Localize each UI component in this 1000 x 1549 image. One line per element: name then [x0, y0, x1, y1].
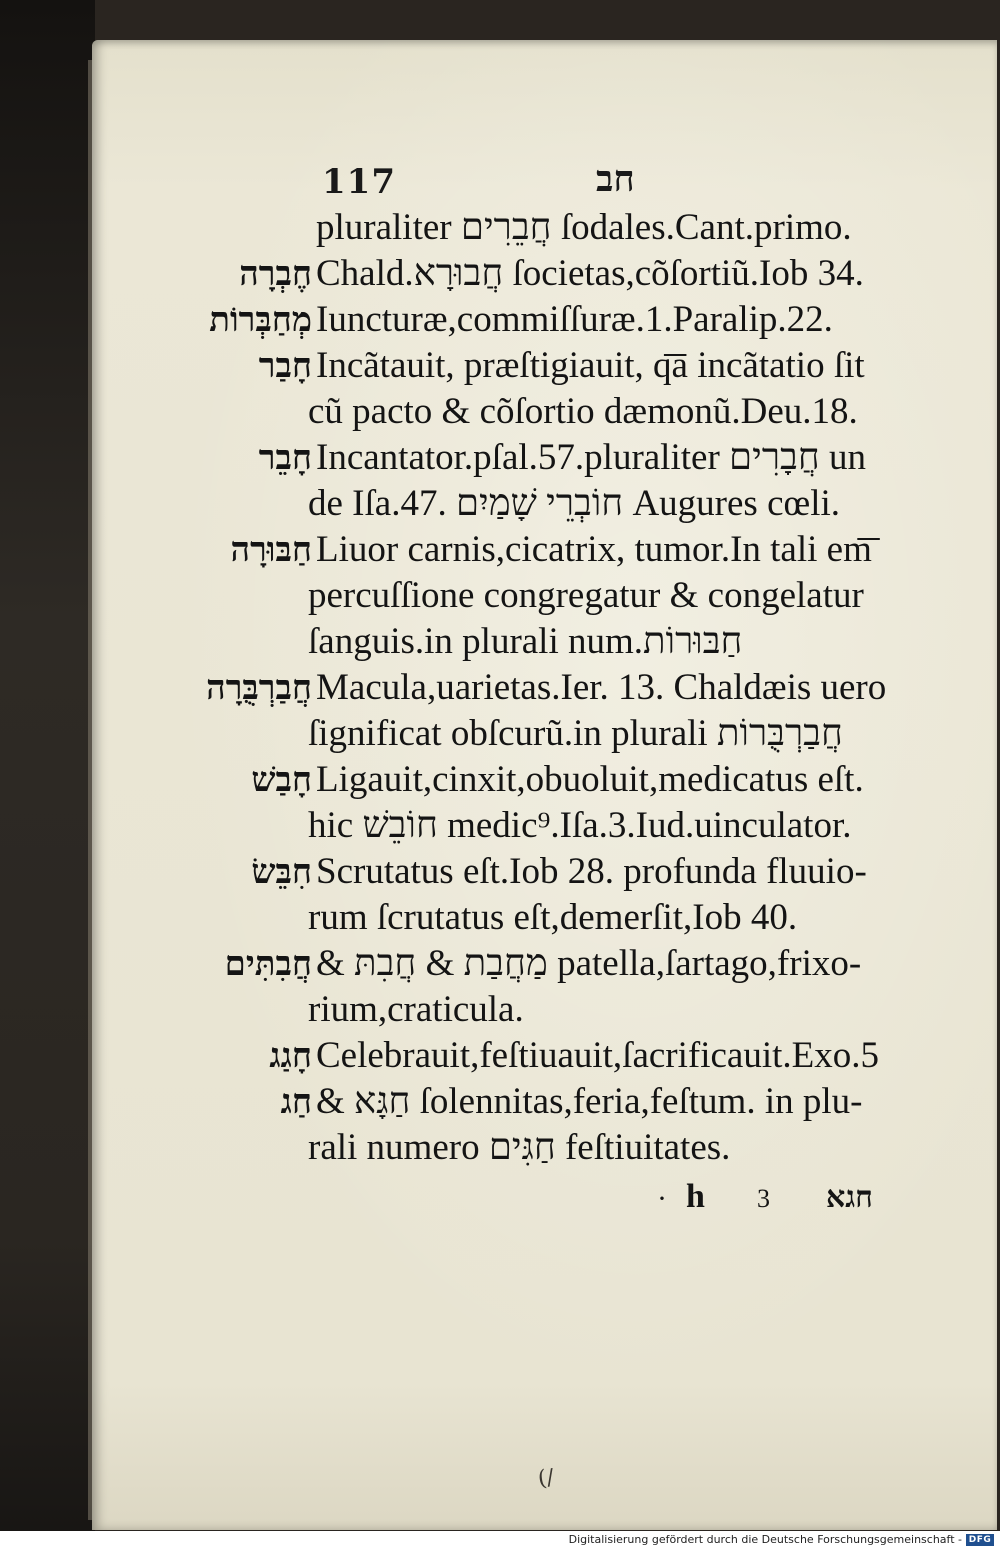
hebrew-headword: חָבֵר — [258, 438, 312, 478]
entry-text: cũ pacto & cõſortio dæmonũ.Deu.18. — [308, 391, 858, 432]
text-line — [0, 941, 1000, 987]
entry-text: rium,craticula. — [308, 989, 524, 1030]
hebrew-headword: חָבַשׁ — [251, 760, 312, 800]
entry-text: percuſſione congregatur & congelatur — [308, 575, 864, 616]
entry-text: Ligauit,cinxit,obuoluit,medicatus eſt. — [316, 759, 864, 800]
text-line — [0, 1033, 1000, 1079]
signature-letter: h — [686, 1178, 705, 1215]
hebrew-headword: מְחַבְּרוֹת — [209, 300, 312, 340]
entry-text: Celebrauit,feſtiuauit,ſacrificauit.Exo.5 — [316, 1035, 880, 1076]
text-line — [0, 803, 1000, 849]
text-line — [0, 343, 1000, 389]
dictionary-entries — [0, 205, 1000, 1171]
entry-text: & מַחֲבַת & חֲבִתּ patella,ſartago,frixo- — [316, 943, 862, 984]
entry-text: hic חוֹבֵשׁ medic⁹.Iſa.3.Iud.uinculator. — [308, 805, 852, 846]
text-line — [0, 481, 1000, 527]
dfg-logo: DFG — [966, 1534, 994, 1546]
signature-and-catchword — [0, 1178, 1000, 1224]
text-line — [0, 389, 1000, 435]
text-line — [0, 849, 1000, 895]
text-line — [0, 251, 1000, 297]
entry-text: Incãtauit, præſtigiauit, q͞a incãtatio ſit — [316, 345, 865, 386]
hebrew-headword: חֲבִתִּים — [224, 944, 312, 984]
text-line — [0, 619, 1000, 665]
text-line — [0, 435, 1000, 481]
entry-text: de Iſa.47. חוֹבְרֵי שָׁמַיִם Augures cœli. — [308, 483, 841, 524]
entry-text: ſignificat obſcurũ.in plurali חֲבַרְבֻּרוֹת — [308, 713, 843, 754]
text-line — [0, 757, 1000, 803]
text-line — [0, 205, 1000, 251]
running-head: חב — [596, 158, 635, 200]
text-line — [0, 987, 1000, 1033]
digitization-footer — [0, 1531, 1000, 1549]
entry-text: Macula,uarietas.Ier. 13. Chaldæis uero — [316, 667, 887, 708]
entry-text: Chald.חֲבוּרָא ſocietas,cõſortiũ.Iob 34. — [316, 253, 864, 294]
signature-dot: · — [657, 1182, 667, 1215]
entry-text: Scrutatus eſt.Iob 28. profunda fluuio- — [316, 851, 867, 892]
text-line — [0, 573, 1000, 619]
hebrew-headword: חַבּוּרָה — [230, 530, 312, 570]
entry-text: rali numero חַגִּים feſtiuitates. — [308, 1127, 731, 1168]
hebrew-headword: חִבֵּשׂ — [251, 852, 312, 892]
hebrew-headword: חֶבְרָה — [239, 254, 312, 294]
entry-text: & חַגָּא ſolennitas,feria,feſtum. in plu- — [316, 1081, 863, 1122]
text-line — [0, 1125, 1000, 1171]
entry-text: Iuncturæ,commiſſuræ.1.Paralip.22. — [316, 299, 833, 340]
entry-text: Incantator.pſal.57.pluraliter חֲבָרִים un — [316, 437, 866, 478]
text-line — [0, 711, 1000, 757]
funding-notice: Digitalisierung gefördert durch die Deutsche Forschungsgemeinschaft - — [568, 1533, 962, 1546]
entry-text: rum ſcrutatus eſt,demerſit,Iob 40. — [308, 897, 798, 938]
entry-text: pluraliter חֲבֵרִים ſodales.Cant.primo. — [316, 207, 852, 248]
catchword: חגא — [826, 1180, 873, 1215]
entry-text: ſanguis.in plurali num.חַבּוּרוֹת — [308, 621, 743, 662]
folio-number: 117 — [322, 162, 396, 202]
handwritten-mark: (/ — [536, 1465, 556, 1492]
hebrew-headword: חָבַר — [258, 346, 312, 386]
signature-number: 3 — [757, 1184, 770, 1213]
text-line — [0, 1079, 1000, 1125]
hebrew-headword: חַג — [280, 1082, 312, 1122]
text-line — [0, 297, 1000, 343]
text-line — [0, 665, 1000, 711]
hebrew-headword: חֲבַרְבֻּרָה — [206, 668, 312, 708]
page-header — [0, 150, 1000, 200]
text-line — [0, 895, 1000, 941]
text-line — [0, 527, 1000, 573]
hebrew-headword: חָגַג — [269, 1036, 312, 1076]
entry-text: Liuor carnis,cicatrix, tumor.In tali em͞ — [316, 529, 872, 570]
